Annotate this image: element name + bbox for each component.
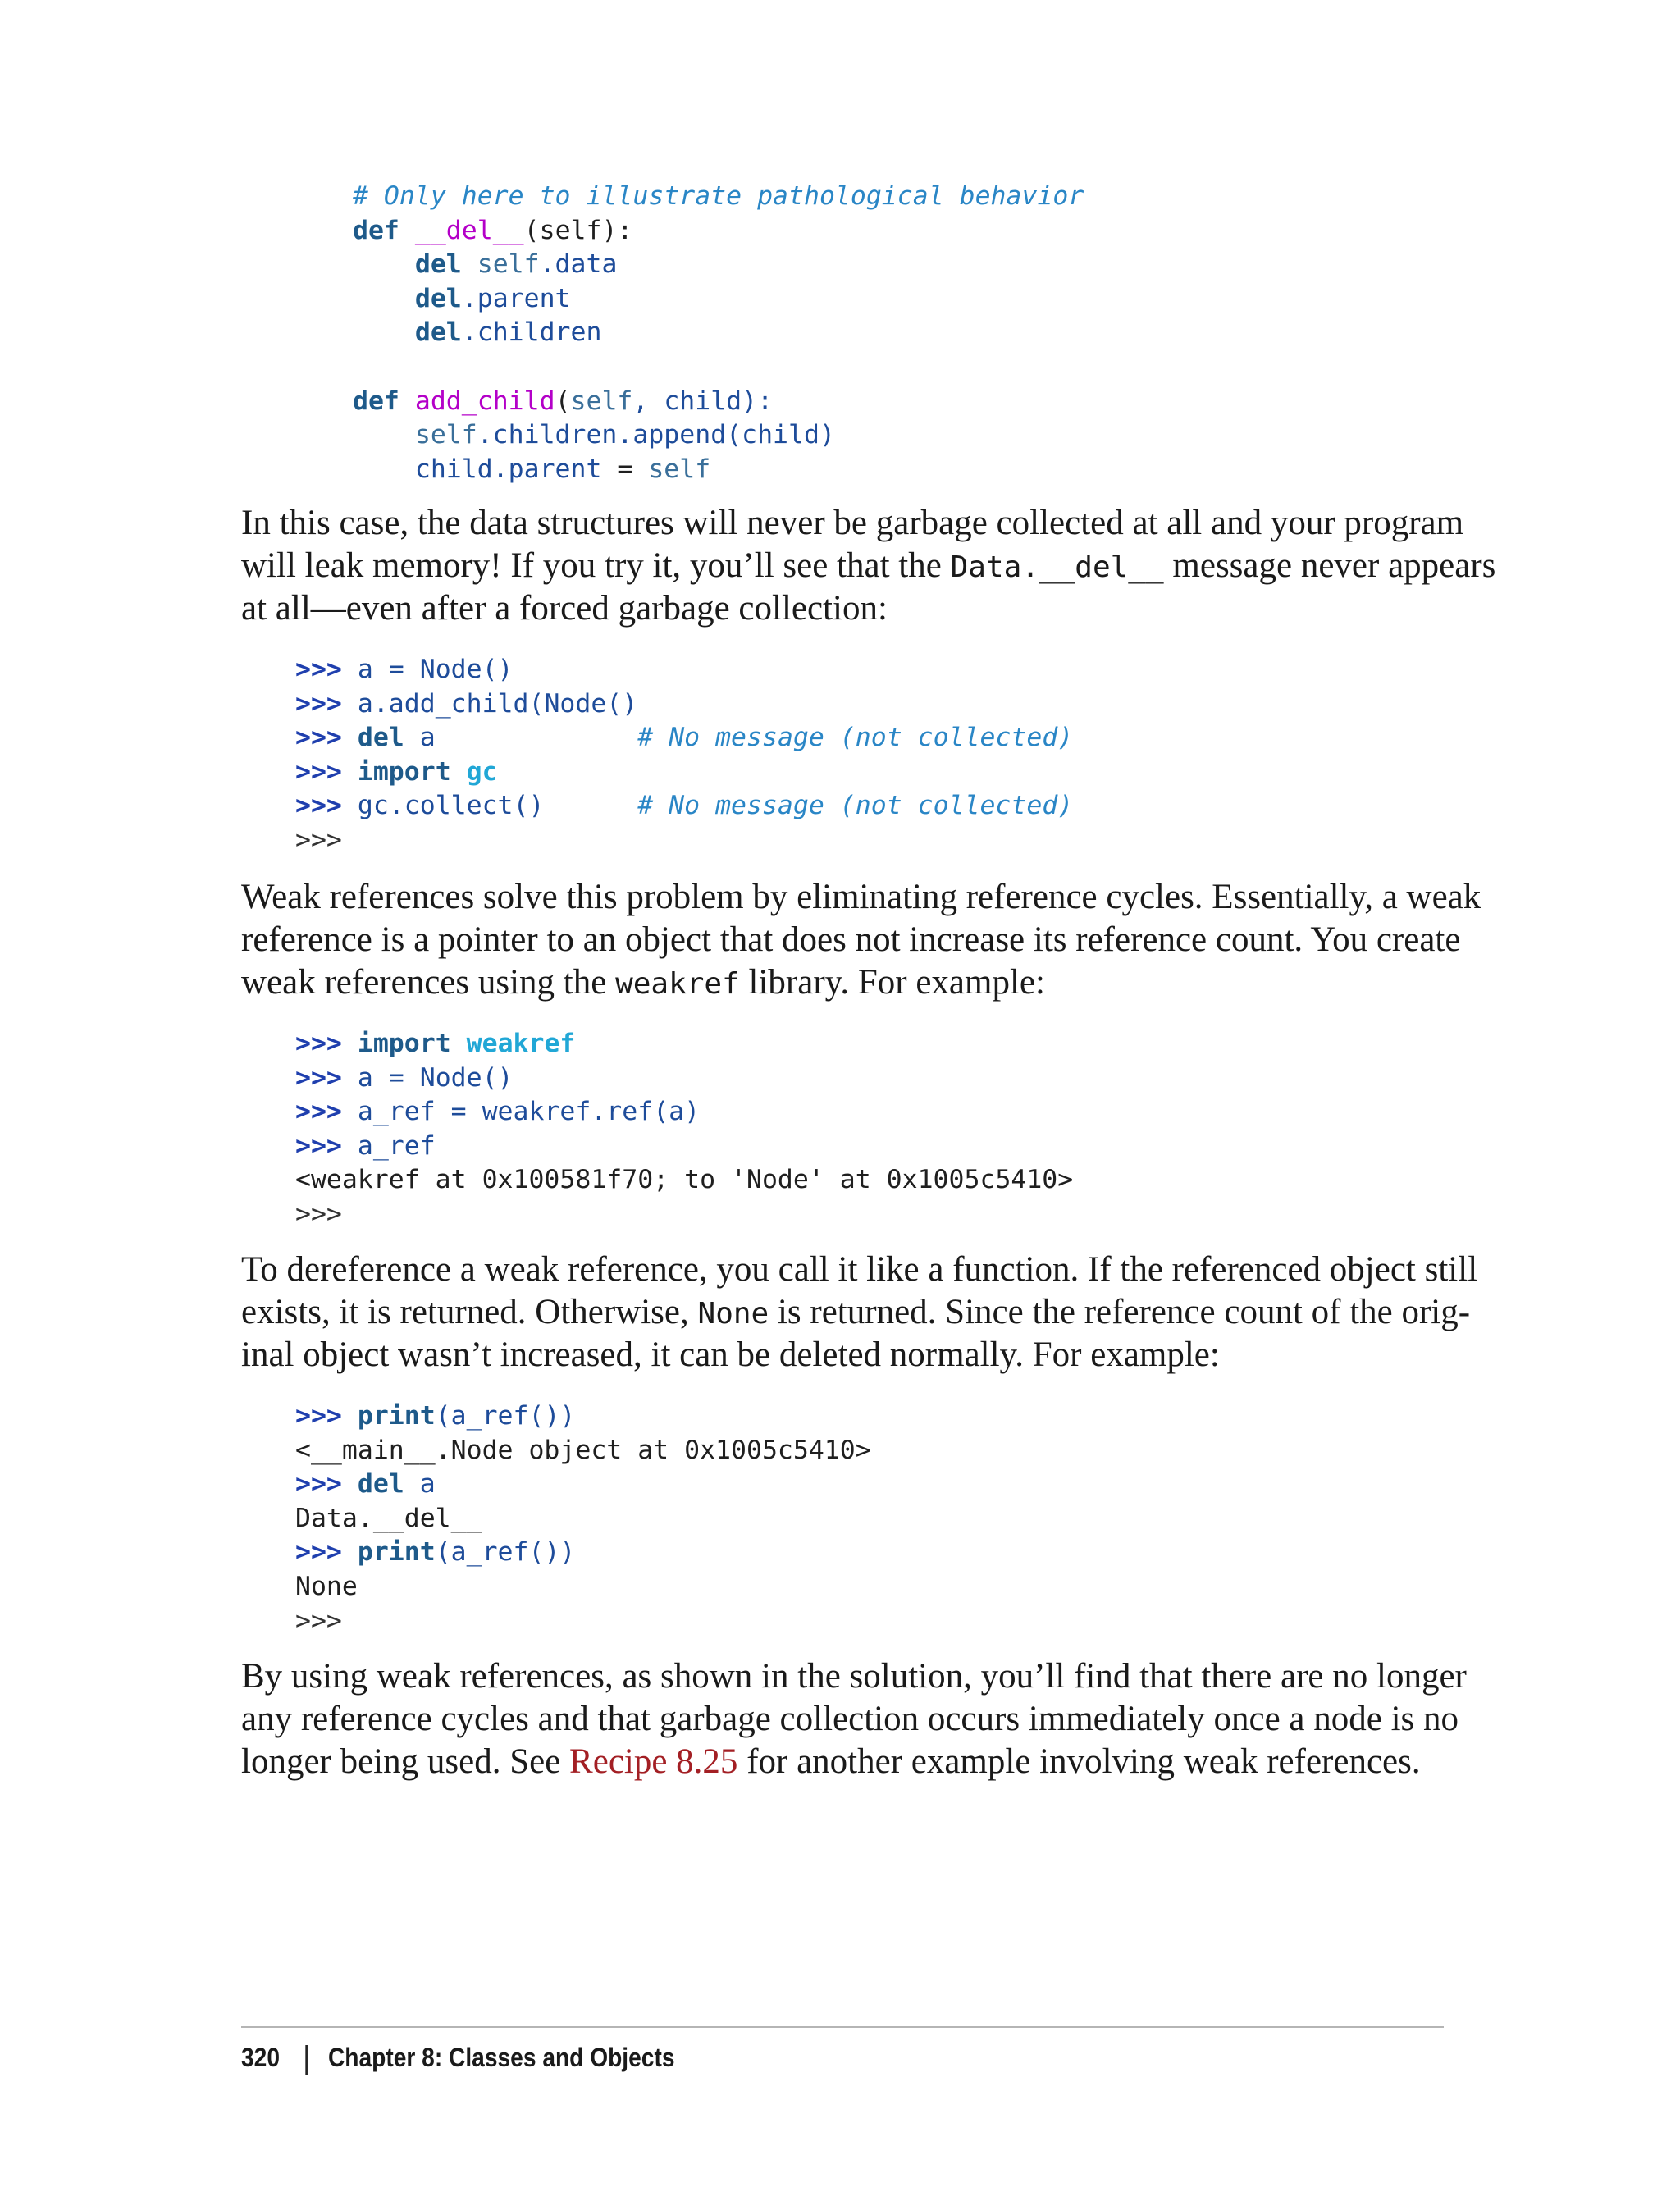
code-block-dereference-demo: >>> print(a_ref()) <__main__.Node object at 0x1005c5410> >>> del a Data.__del__ >>> print(a_ref()) None >>> (295, 1401, 871, 1636)
footer-separator (306, 2045, 308, 2075)
code-block-del-method: # Only here to illustrate pathological behavior def __del__(self): del self.data del.parent del.children def add_child(self, child): self.children.append(child) child.parent = self (353, 181, 1084, 484)
chapter-title: Chapter 8: Classes and Objects (327, 2043, 675, 2072)
paragraph-weak-references: Weak references solve this problem by eliminating reference cycles. Essentially, a weak reference is a pointer to an object that does not increase its reference count. You create weak references using the weakref library. For example: (241, 878, 1481, 1002)
footer-divider (241, 2026, 1444, 2028)
page-number: 320 (241, 2043, 280, 2072)
inline-code: Data.__del__ (950, 550, 1164, 584)
code-block-node-demo: >>> a = Node() >>> a.add_child(Node() >>> del a # No message (not collected) >>> import gc >>> gc.collect() # No message (not collected) >>> (295, 655, 1074, 855)
paragraph-conclusion: By using weak references, as shown in the solution, you’ll find that there are no longer any reference cycles and that garbage collection occurs immediately once a node is no longer being used. See Recipe 8.25 for another example involving weak references. (241, 1657, 1467, 1781)
code-block-weakref-demo: >>> import weakref >>> a = Node() >>> a_ref = weakref.ref(a) >>> a_ref <weakref at 0x100581f70; to 'Node' at 0x1005c5410> >>> (295, 1029, 1074, 1229)
paragraph-dereference: To dereference a weak reference, you call it like a function. If the referenced object still exists, it is returned. Otherwise, None is returned. Since the reference count of the orig- inal object wasn’t increased, it can be deleted normally. For example: (241, 1250, 1478, 1374)
inline-code: None (697, 1297, 769, 1331)
paragraph-memory-leak: In this case, the data structures will never be garbage collected at all and your program will leak memory! If you try it, you’ll see that the Data.__del__ message never appears at all—even after a forced garbage collection: (241, 504, 1496, 628)
inline-code: weakref (615, 967, 740, 1001)
code-comment: # Only here to illustrate pathological behavior (353, 181, 1084, 211)
recipe-link[interactable]: Recipe 8.25 (569, 1742, 738, 1781)
page-footer (241, 2039, 674, 2075)
